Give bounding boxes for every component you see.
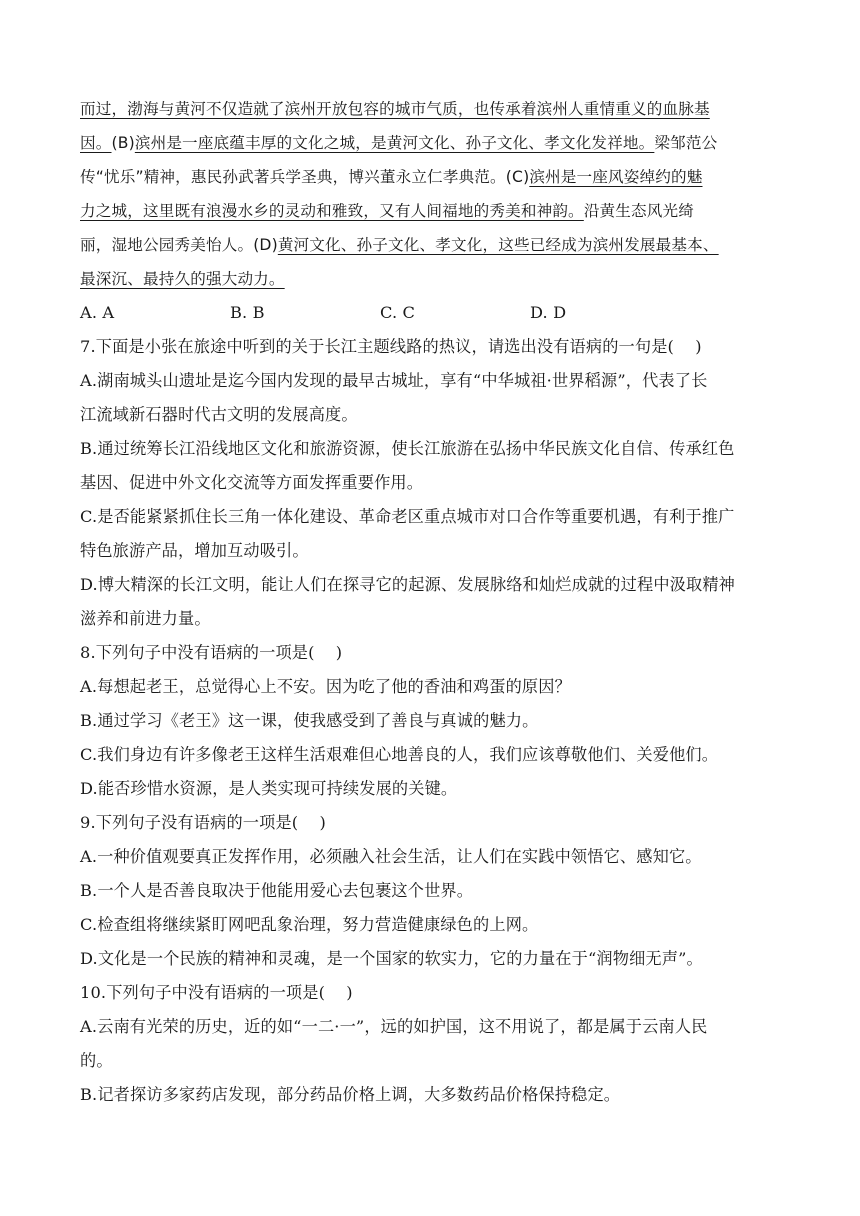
q9-option-a[interactable]: A.一种价值观要真正发挥作用，必须融入社会生活，让人们在实践中领悟它、感知它。 bbox=[80, 847, 702, 866]
q9-stem: 9.下列句子没有语病的一项是( ) bbox=[80, 813, 326, 832]
marker-b: (B) bbox=[111, 134, 135, 152]
sentence-b: 滨州是一座底蕴丰厚的文化之城，是黄河文化、孙子文化、孝文化发祥地。 bbox=[134, 134, 655, 152]
passage-text: 传“忧乐”精神，惠民孙武著兵学圣典，博兴董永立仁孝典范。 bbox=[80, 168, 506, 186]
q10-option-b[interactable]: B.记者探访多家药店发现，部分药品价格上调，大多数药品价格保持稳定。 bbox=[80, 1085, 621, 1104]
passage-line-2 bbox=[80, 126, 784, 160]
q7-option-c[interactable]: C.是否能紧紧抓住长三角一体化建设、革命老区重点城市对口合作等重要机遇，有利于推广 bbox=[80, 507, 735, 526]
q8-option-d[interactable]: D.能否珍惜水资源，是人类实现可持续发展的关键。 bbox=[80, 779, 458, 798]
passage-line-3 bbox=[80, 160, 784, 194]
q6-option-c[interactable]: C. C bbox=[380, 303, 416, 322]
passage-text: 沿黄生态风光绮 bbox=[583, 202, 695, 220]
q9-option-c[interactable]: C.检查组将继续紧盯网吧乱象治理，努力营造健康绿色的上网。 bbox=[80, 915, 539, 934]
passage-line-5 bbox=[80, 228, 784, 262]
sentence-c-cont: 力之城，这里既有浪漫水乡的灵动和雅致，又有人间福地的秀美和神韵。 bbox=[80, 202, 584, 220]
passage bbox=[80, 92, 784, 296]
q7-option-b-cont: 基因、促进中外文化交流等方面发挥重要作用。 bbox=[80, 473, 424, 492]
passage-text: 丽，湿地公园秀美怡人。 bbox=[80, 236, 254, 254]
q7-option-c-cont: 特色旅游产品，增加互动吸引。 bbox=[80, 541, 309, 560]
q8-option-b[interactable]: B.通过学习《老王》这一课，使我感受到了善良与真诚的魅力。 bbox=[80, 711, 539, 730]
marker-d: (D) bbox=[253, 236, 278, 254]
exam-page bbox=[80, 92, 784, 1112]
q7-option-d-cont: 滋养和前进力量。 bbox=[80, 609, 211, 628]
q6-option-a[interactable]: A. A bbox=[80, 303, 115, 322]
q6-option-b[interactable]: B. B bbox=[230, 303, 265, 322]
q7-option-a[interactable]: A.湖南城头山遗址是迄今国内发现的最早古城址，享有“中华城祖·世界稻源”，代表了长 bbox=[80, 371, 708, 390]
passage-text: 梁邹范公 bbox=[654, 134, 718, 152]
marker-c: (C) bbox=[505, 168, 530, 186]
q8-stem: 8.下列句子中没有语病的一项是( ) bbox=[80, 643, 343, 662]
q6-option-d[interactable]: D. D bbox=[530, 303, 567, 322]
question-9 bbox=[80, 806, 784, 976]
q10-option-a[interactable]: A.云南有光荣的历史，近的如“一二·一”，远的如护国，这不用说了，都是属于云南人民 bbox=[80, 1017, 708, 1036]
q9-option-b[interactable]: B.一个人是否善良取决于他能用爱心去包裹这个世界。 bbox=[80, 881, 474, 900]
q7-option-a-cont: 江流域新石器时代古文明的发展高度。 bbox=[80, 405, 358, 424]
q8-option-a[interactable]: A.每想起老王，总觉得心上不安。因为吃了他的香油和鸡蛋的原因？ bbox=[80, 677, 571, 696]
q9-option-d[interactable]: D.文化是一个民族的精神和灵魂，是一个国家的软实力，它的力量在于“润物细无声”。 bbox=[80, 949, 703, 968]
question-8 bbox=[80, 636, 784, 806]
q7-option-d[interactable]: D.博大精深的长江文明，能让人们在探寻它的起源、发展脉络和灿烂成就的过程中汲取精神 bbox=[80, 575, 736, 594]
q10-option-a-cont: 的。 bbox=[80, 1051, 113, 1070]
q6-options bbox=[80, 296, 784, 330]
passage-line-4 bbox=[80, 194, 784, 228]
passage-text: 因。 bbox=[80, 134, 112, 152]
question-10 bbox=[80, 976, 784, 1112]
q10-stem: 10.下列句子中没有语病的一项是( ) bbox=[80, 983, 353, 1002]
passage-line-6: 最深沉、最持久的强大动力。 bbox=[80, 270, 285, 288]
sentence-c: 滨州是一座风姿绰约的魅 bbox=[529, 168, 703, 186]
q7-stem: 7.下面是小张在旅途中听到的关于长江主题线路的热议，请选出没有语病的一句是( ) bbox=[80, 337, 702, 356]
q8-option-c[interactable]: C.我们身边有许多像老王这样生活艰难但心地善良的人，我们应该尊敬他们、关爱他们。 bbox=[80, 745, 719, 764]
sentence-d: 黄河文化、孙子文化、孝文化，这些已经成为滨州发展最基本、 bbox=[277, 236, 719, 254]
question-7 bbox=[80, 330, 784, 636]
q7-option-b[interactable]: B.通过统筹长江沿线地区文化和旅游资源，使长江旅游在弘扬中华民族文化自信、传承红色 bbox=[80, 439, 735, 458]
passage-line-1: 而过，渤海与黄河不仅造就了滨州开放包容的城市气质，也传承着滨州人重情重义的血脉基 bbox=[80, 100, 710, 118]
